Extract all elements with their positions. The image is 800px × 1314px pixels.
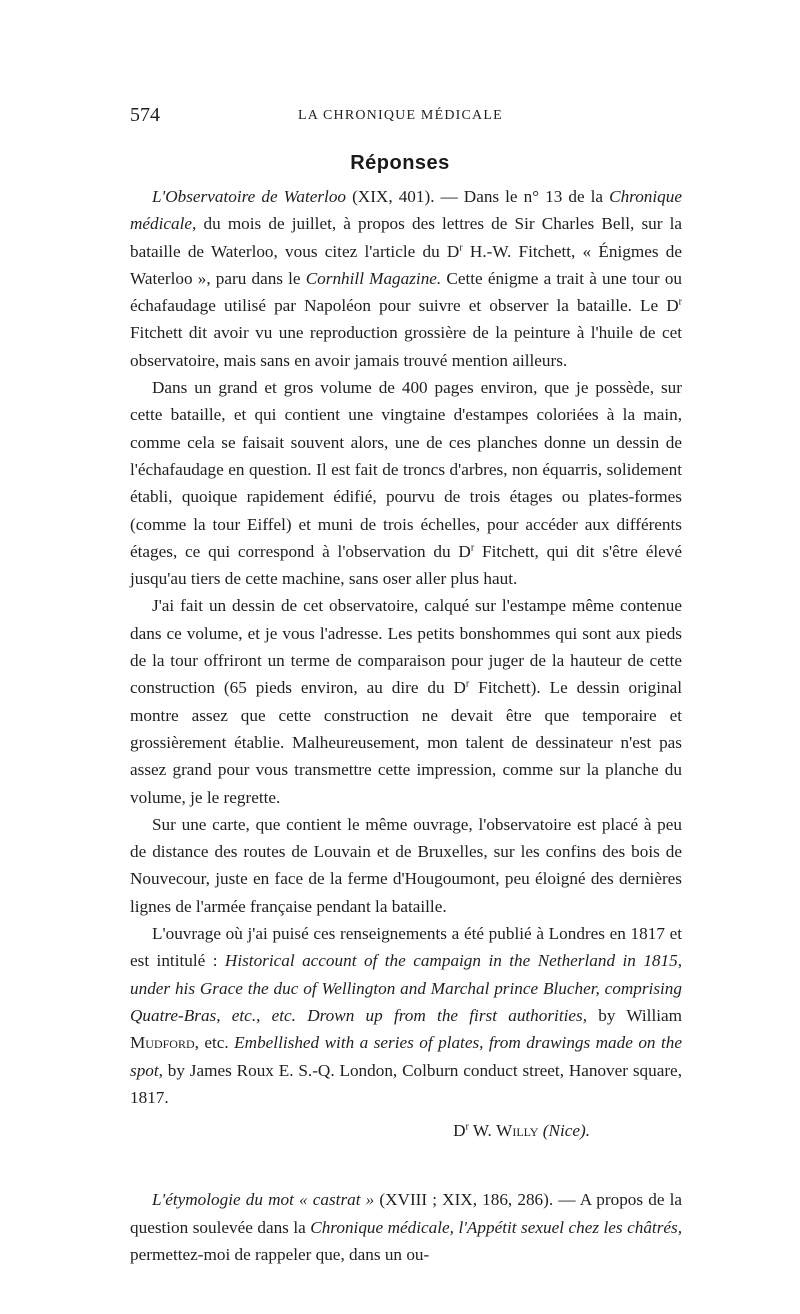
superscript: r xyxy=(470,542,475,554)
text-span: Sur une carte, que contient le même ouvrage, l'observatoire est placé à peu de distance des routes de Louvain et de Bruxelles, sur les confins des bois de Nouvecour, juste en face de la ferme d'Hougoumont, peu éloigné des dernières lignes de l'armée française pendant la bataille. xyxy=(130,814,682,916)
paragraph-3 xyxy=(130,592,682,810)
text-span: Cette énigme a trait à une tour ou échafaudage utilisé par Napoléon pour suivre et observer la bataille. Le D xyxy=(130,268,683,316)
signature-dr: D xyxy=(453,1121,466,1141)
running-head xyxy=(130,104,682,130)
text-span: by William xyxy=(587,1005,682,1025)
paragraph-5 xyxy=(130,920,682,1111)
page-number: 574 xyxy=(130,104,160,126)
book-title: Historical account of the campaign in the Netherland in 1815, under his Grace the duc of Wellington and Marchal prince Blucher, comprising Quatre-Bras, etc., etc. Drown up from the first authorities, xyxy=(130,951,682,1025)
text-span: Fitchett dit avoir vu une reproduction grossière de la peinture à l'huile de cet observatoire, mais sans en avoir jamais trouvé mention ailleurs. xyxy=(130,323,682,370)
magazine-name: Cornhill Magazine. xyxy=(305,268,442,288)
text-span: , etc. xyxy=(194,1033,235,1053)
text-span: by James Roux E. S.-Q. London, Colburn conduct street, Hanover square, 1817. xyxy=(130,1060,682,1107)
article-title: l'Appétit sexuel chez les châtrés, xyxy=(458,1217,682,1237)
signature xyxy=(130,1117,682,1144)
text-span: (XVIII ; XIX, 186, 286). — A propos de la question soulevée dans la xyxy=(130,1190,682,1237)
journal-title: LA CHRONIQUE MÉDICALE xyxy=(298,108,503,123)
query-title: L'Observatoire de Waterloo xyxy=(152,187,347,206)
superscript: r xyxy=(465,678,470,690)
text-span: Fitchett, qui dit s'être élevé jusqu'au tiers de cette machine, sans oser aller plus haut. xyxy=(130,541,682,589)
author-name: Mudford xyxy=(130,1033,195,1053)
text-span: L'ouvrage où j'ai puisé ces renseignements a été publié à Londres en 1817 et est intitulé : xyxy=(130,924,682,971)
journal-name: Chronique médicale, xyxy=(130,187,682,234)
signature-name: Willy xyxy=(496,1121,539,1141)
signature-prefix: W. xyxy=(468,1121,497,1141)
section-title: Réponses xyxy=(350,152,450,174)
book-subtitle: Embellished with a series of plates, from drawings made on the spot, xyxy=(130,1033,682,1080)
text-span: permettez-moi de rappeler que, dans un ou- xyxy=(130,1244,430,1264)
text-span: du mois de juillet, à propos des lettres de Sir Charles Bell, sur la bataille de Waterloo, vous citez l'article du D xyxy=(130,214,682,261)
paragraph-1 xyxy=(130,183,682,374)
article-body xyxy=(130,183,682,1268)
superscript: r xyxy=(465,1121,469,1133)
text-span: Fitchett). Le dessin original montre assez que cette construction ne devait être que temporaire et grossièrement établie. Malheureusement, mon talent de dessinateur n'est pas assez grand pour vous transmettre cette impression, comme sur la planche du volume, je le regrette. xyxy=(130,678,682,807)
query-title: L'étymologie du mot « castrat » xyxy=(152,1190,375,1210)
superscript: r xyxy=(459,241,463,253)
text-span: (XIX, 401). — Dans le n° 13 de la xyxy=(346,187,610,206)
paragraph-6 xyxy=(130,1186,682,1268)
text-span: J'ai fait un dessin de cet observatoire, calqué sur l'estampe même contenue dans ce volume, et je vous l'adresse. Les petits bonshommes qui sont aux pieds de la tour offriront un terme de comparaison pour juger de la hauteur de cette construction (65 pieds environ, au dire du D xyxy=(130,596,682,698)
paragraph-2 xyxy=(130,374,682,592)
signature-place: (Nice). xyxy=(538,1121,590,1141)
text-span: Dans un grand et gros volume de 400 pages environ, que je possède, sur cette bataille, et qui contient une vingtaine d'estampes coloriées à la main, comme cela se faisait souvent alors, une de ces planches donne un dessin de l'échafaudage en question. Il est fait de troncs d'arbres, non équarris, solidement établi, quoique rapidement édifié, pourvu de trois étages ou plates-formes (comme la tour Eiffel) et muni de trois échelles, pour accéder aux différents étages, ce qui correspond à l'observation du D xyxy=(130,378,682,561)
superscript: r xyxy=(678,296,682,308)
paragraph-4 xyxy=(130,811,682,920)
journal-name: Chronique médicale, xyxy=(310,1217,454,1237)
text-span: H.-W. Fitchett, « Énigmes de Waterloo », paru dans le xyxy=(130,241,682,288)
